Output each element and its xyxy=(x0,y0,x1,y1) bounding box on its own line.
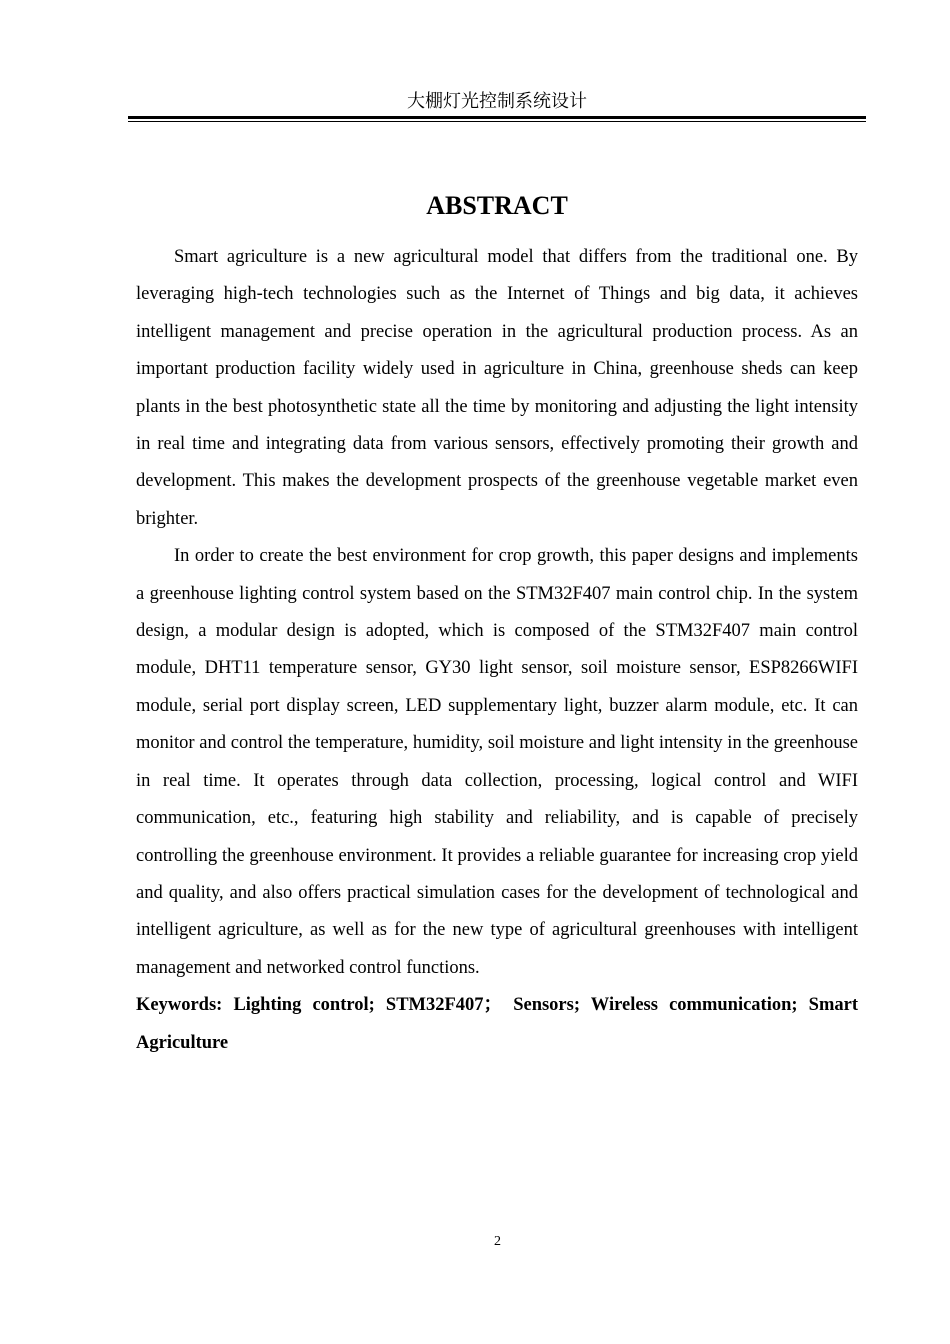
abstract-paragraph-1: Smart agriculture is a new agricultural model that differs from the traditional one. By leveraging high-tech technologies such as the Internet of Things and big data, it achieves intelligent management and precise operation in the agricultural production process. As an important production facility widely used in agriculture in China, greenhouse sheds can keep plants in the best photosynthetic state all the time by monitoring and adjusting the light intensity in real time and integrating data from various sensors, effectively promoting their growth and development. This makes the development prospects of the greenhouse vegetable market even brighter. xyxy=(136,247,858,529)
keywords: Keywords: Lighting control; STM32F407； Sensors; Wireless communication; Smart Agriculture xyxy=(136,995,858,1053)
running-header-title: 大棚灯光控制系统设计 xyxy=(407,91,587,112)
header-rule-thick xyxy=(128,116,866,119)
abstract-body xyxy=(136,239,858,1062)
abstract-heading: ABSTRACT xyxy=(426,191,568,220)
header-rule-thin xyxy=(128,121,866,122)
page-number: 2 xyxy=(494,1234,501,1249)
abstract-paragraph-2: In order to create the best environment for crop growth, this paper designs and implements a greenhouse lighting control system based on the STM32F407 main control chip. In the system design, a modular design is adopted, which is composed of the STM32F407 main control module, DHT11 temperature sensor, GY30 light sensor, soil moisture sensor, ESP8266WIFI module, serial port display screen, LED supplementary light, buzzer alarm module, etc. It can monitor and control the temperature, humidity, soil moisture and light intensity in the greenhouse in real time. It operates through data collection, processing, logical control and WIFI communication, etc., featuring high stability and reliability, and is capable of precisely controlling the greenhouse environment. It provides a reliable guarantee for increasing crop yield and quality, and also offers practical simulation cases for the development of technological and intelligent agriculture, as well as for the new type of agricultural greenhouses with intelligent management and networked control functions. xyxy=(136,546,858,978)
